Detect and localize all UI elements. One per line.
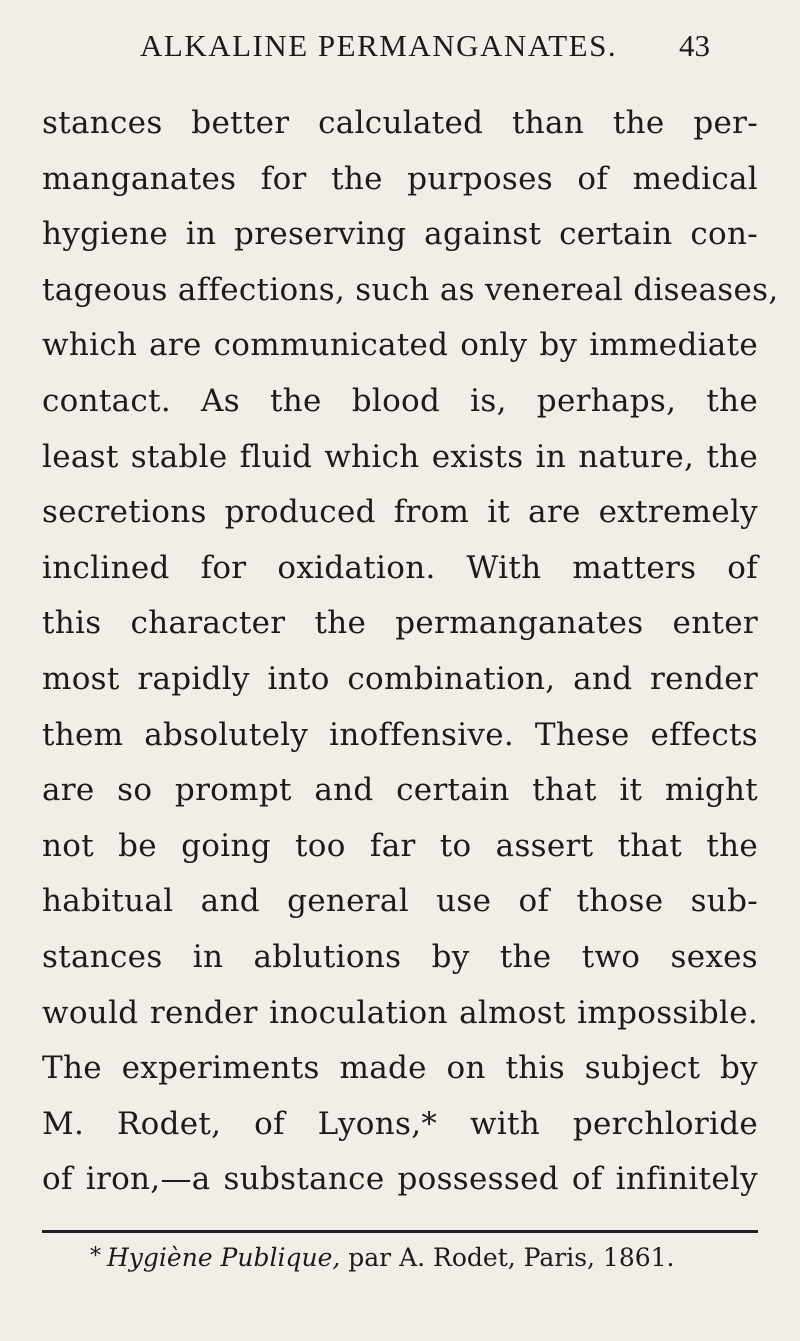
page-number: 43 bbox=[679, 28, 710, 63]
running-head bbox=[140, 26, 710, 66]
text-line: habitual and general use of those sub- bbox=[42, 883, 758, 920]
text-line: The experiments made on this subject by bbox=[42, 1050, 758, 1087]
footnote bbox=[90, 1240, 770, 1278]
text-line: would render inoculation almost impossible. bbox=[42, 994, 758, 1031]
body-text bbox=[42, 96, 779, 1208]
text-line: stances better calculated than the per- bbox=[42, 105, 758, 141]
text-line: this character the permanganates enter bbox=[42, 605, 758, 642]
text-line: stances in ablutions by the two sexes bbox=[42, 938, 758, 975]
text-line: contact. As the blood is, perhaps, the bbox=[42, 382, 758, 419]
text-line: least stable fluid which exists in nature, the bbox=[42, 438, 758, 475]
text-line: of iron,—a substance possessed of infinitely bbox=[42, 1161, 758, 1198]
footnote-title: Hygiène Publique, bbox=[107, 1243, 341, 1272]
text-line: hygiene in preserving against certain con- bbox=[42, 216, 758, 253]
text-line: them absolutely inoffensive. These effects bbox=[42, 716, 758, 753]
text-line: tageous affections, such as venereal diseases, bbox=[42, 271, 779, 308]
running-title: ALKALINE PERMANGANATES. bbox=[140, 28, 618, 63]
text-line: secretions produced from it are extremely bbox=[42, 494, 758, 531]
text-line: M. Rodet, of Lyons,* with perchloride bbox=[42, 1105, 758, 1142]
text-line: manganates for the purposes of medical bbox=[42, 160, 758, 197]
footnote-divider bbox=[42, 1230, 758, 1233]
text-line: most rapidly into combination, and render bbox=[42, 660, 758, 697]
text-line: inclined for oxidation. With matters of bbox=[42, 549, 758, 586]
text-line: not be going too far to assert that the bbox=[42, 827, 758, 864]
footnote-citation: par A. Rodet, Paris, 1861. bbox=[340, 1243, 675, 1272]
footnote-marker: * bbox=[90, 1244, 101, 1269]
text-line: which are communicated only by immediate bbox=[42, 327, 758, 364]
text-line: are so prompt and certain that it might bbox=[42, 772, 758, 809]
